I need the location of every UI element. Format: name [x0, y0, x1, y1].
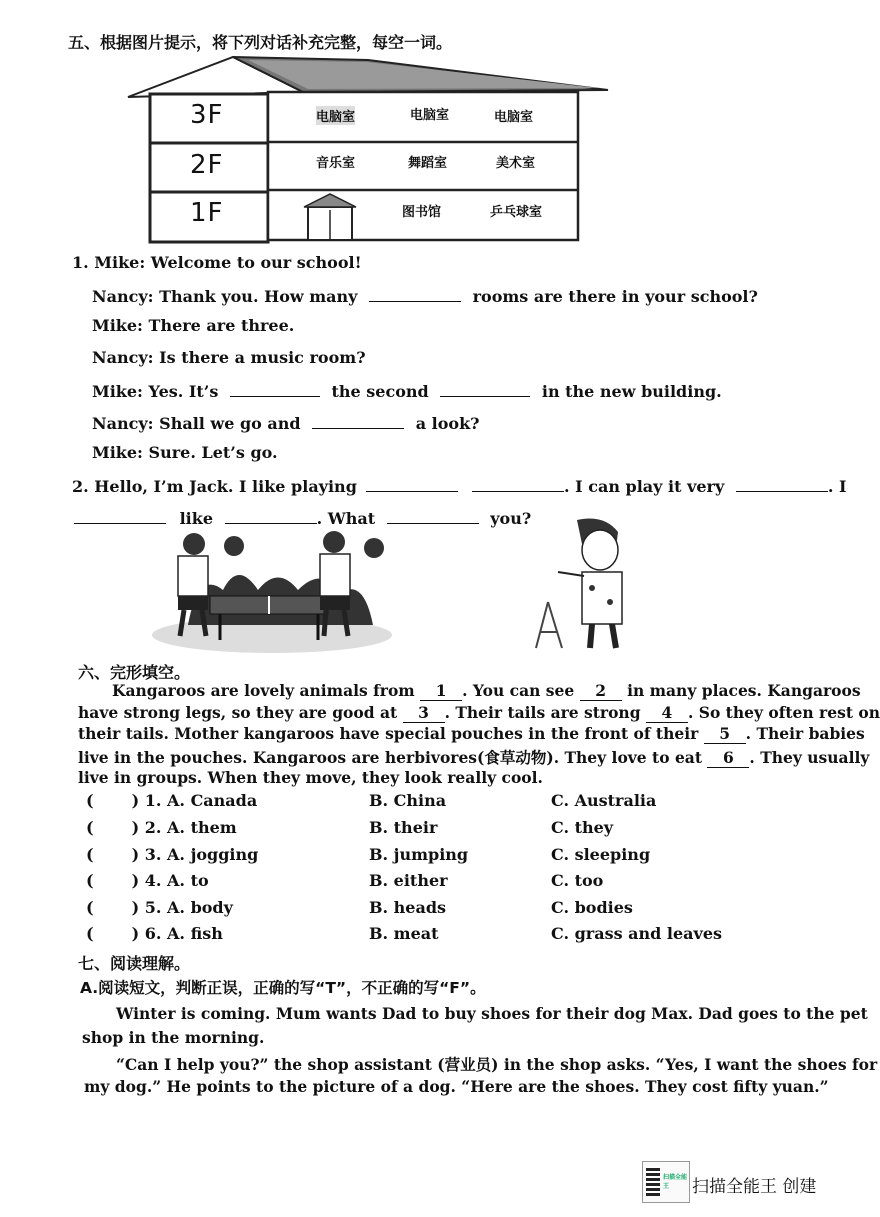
footer-watermark-text: 扫描全能王 创建 [692, 1177, 817, 1197]
scanner-logo: 扫描全能王 [642, 1161, 690, 1203]
q1-line-4: Nancy: Is there a music room? [92, 348, 366, 367]
room-3f-3: 电脑室 [494, 110, 534, 125]
q1-line-1: 1. Mike: Welcome to our school! [72, 253, 362, 272]
option-b[interactable]: B. meat [369, 924, 439, 943]
section-7-instructions: A.阅读短文，判断正误，正确的写“T”，不正确的写“F”。 [80, 979, 486, 997]
qr-code-icon [646, 1166, 660, 1196]
cloze-line-3: their tails. Mother kangaroos have special pouches in the front of their 5 . Their babies [78, 724, 865, 743]
section-6-heading: 六、完形填空。 [78, 663, 191, 682]
cloze-blank-5: 5 [704, 724, 746, 744]
reading-para-1-line-1: Winter is coming. Mum wants Dad to buy shoes for their dog Max. Dad goes to the pet [116, 1004, 868, 1023]
answer-blank[interactable] [369, 285, 461, 302]
painter-boy-illustration [532, 514, 632, 654]
option-b[interactable]: B. their [369, 818, 438, 837]
q1-line-3: Mike: There are three. [92, 316, 295, 335]
reading-para-2-line-1: “Can I help you?” the shop assistant (营业员) in the shop asks. “Yes, I want the shoes for [116, 1055, 878, 1074]
option-b[interactable]: B. heads [369, 898, 447, 917]
option-row: ( ) 4. A. to [86, 871, 209, 890]
option-row: ( ) 6. A. fish [86, 924, 223, 943]
cloze-line-1: Kangaroos are lovely animals from 1 . You can see 2 in many places. Kangaroos [112, 681, 861, 700]
floor-label-3f: 3F [190, 100, 224, 130]
option-c[interactable]: C. they [551, 818, 614, 837]
answer-blank[interactable] [736, 475, 828, 492]
option-row: ( ) 5. A. body [86, 898, 233, 917]
answer-blank[interactable] [225, 507, 317, 524]
q1-line-7: Mike: Sure. Let’s go. [92, 443, 278, 462]
answer-blank[interactable] [366, 475, 458, 492]
floor-label-2f: 2F [190, 150, 224, 180]
cloze-blank-4: 4 [646, 703, 688, 723]
option-row: ( ) 2. A. them [86, 818, 237, 837]
reading-para-2-line-2: my dog.” He points to the picture of a dog. “Here are the shoes. They cost fifty yuan.” [84, 1077, 829, 1096]
q1-line-5: Mike: Yes. It’s the second in the new building. [92, 382, 722, 401]
option-b[interactable]: B. either [369, 871, 448, 890]
room-2f-2: 舞蹈室 [408, 156, 448, 171]
q2-line-2: like . What you? [74, 507, 531, 528]
room-2f-1: 音乐室 [316, 156, 356, 171]
option-c[interactable]: C. grass and leaves [551, 924, 723, 943]
floor-label-1f: 1F [190, 198, 224, 228]
cloze-line-4: live in the pouches. Kangaroos are herbivores(食草动物). They love to eat 6 . They usually [78, 748, 870, 767]
room-2f-3: 美术室 [496, 156, 536, 171]
room-3f-2: 电脑室 [410, 108, 450, 123]
cloze-blank-1: 1 [420, 681, 462, 701]
option-c[interactable]: C. bodies [551, 898, 633, 917]
answer-blank[interactable] [312, 412, 404, 429]
room-1f-2: 乒乓球室 [490, 205, 543, 220]
option-row: ( ) 3. A. jogging [86, 845, 259, 864]
cloze-blank-6: 6 [707, 748, 749, 768]
option-b[interactable]: B. jumping [369, 845, 469, 864]
ping-pong-illustration [148, 530, 396, 655]
option-b[interactable]: B. China [369, 791, 447, 810]
option-c[interactable]: C. Australia [551, 791, 657, 810]
option-row: ( ) 1. A. Canada [86, 791, 258, 810]
room-3f-1: 电脑室 [316, 106, 355, 125]
answer-blank[interactable] [387, 507, 479, 524]
cloze-blank-3: 3 [403, 703, 445, 723]
answer-blank[interactable] [472, 475, 564, 492]
option-c[interactable]: C. too [551, 871, 604, 890]
section-5-heading: 五、根据图片提示，将下列对话补充完整，每空一词。 [68, 33, 453, 52]
cloze-line-2: have strong legs, so they are good at 3 . Their tails are strong 4 . So they often rest on [78, 703, 880, 722]
cloze-line-5: live in groups. When they move, they look really cool. [78, 768, 543, 787]
answer-blank[interactable] [440, 380, 530, 397]
q1-line-2: Nancy: Thank you. How many rooms are there in your school? [92, 287, 758, 306]
option-c[interactable]: C. sleeping [551, 845, 651, 864]
q1-line-6: Nancy: Shall we go and a look? [92, 414, 480, 433]
answer-blank[interactable] [74, 507, 166, 524]
cloze-blank-2: 2 [580, 681, 622, 701]
reading-para-1-line-2: shop in the morning. [82, 1028, 265, 1047]
room-1f-1: 图书馆 [402, 205, 442, 220]
section-7-heading: 七、阅读理解。 [78, 954, 191, 973]
q2-line-1: 2. Hello, I’m Jack. I like playing . I can play it very . I [72, 477, 847, 496]
answer-blank[interactable] [230, 380, 320, 397]
